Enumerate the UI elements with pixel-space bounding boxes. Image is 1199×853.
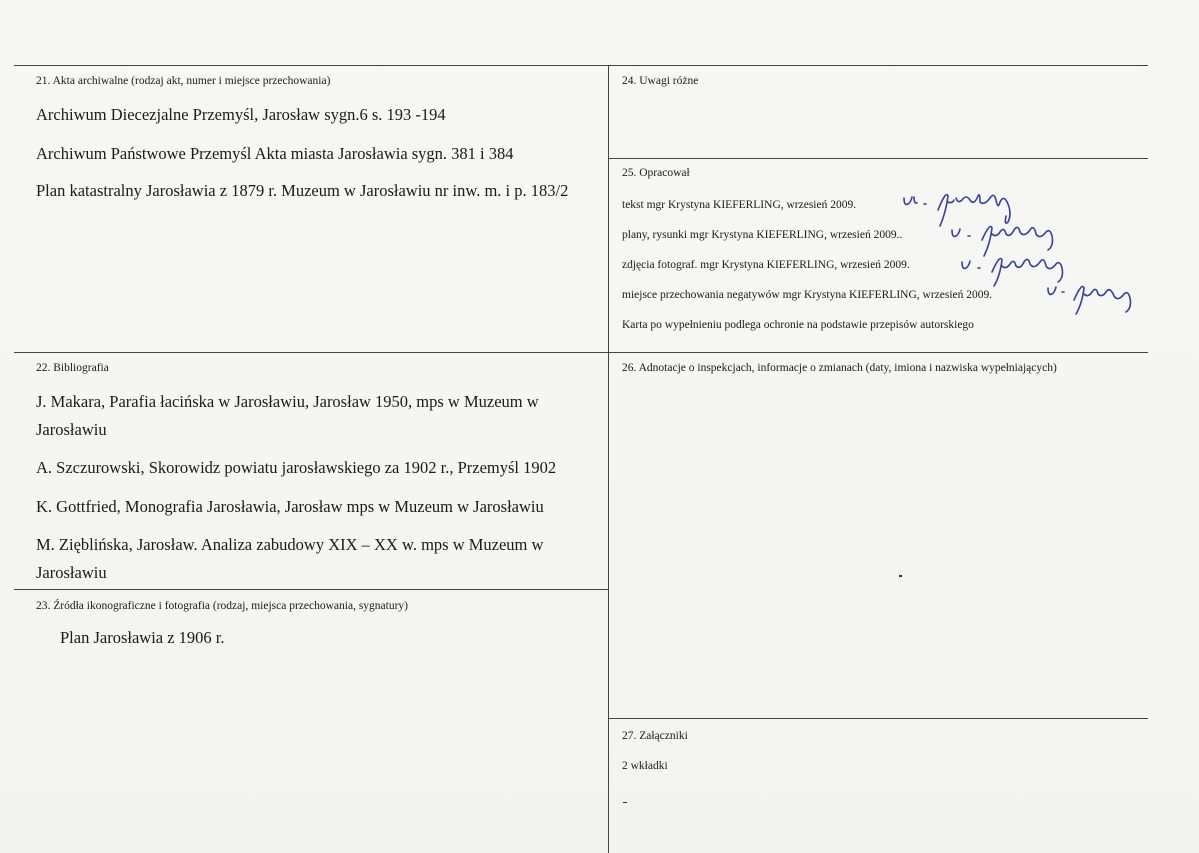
author-line: plany, rysunki mgr Krystyna KIEFERLING, wrzesień 2009.. [622,229,903,241]
divider-26-27 [608,718,1148,719]
author-line: zdjęcia fotograf. mgr Krystyna KIEFERLING, wrzesień 2009. [622,259,910,271]
copyright-note: Karta po wypełnieniu podlega ochronie na podstawie przepisów autorskiego [622,319,974,331]
divider-21-22 [14,352,1148,353]
archive-entry: Archiwum Diecezjalne Przemyśl, Jarosław sygn.6 s. 193 -194 [36,105,446,124]
archive-entry: Archiwum Państwowe Przemyśl Akta miasta Jarosławia sygn. 381 i 384 [36,144,514,163]
section-26-label: 26. Adnotacje o inspekcjach, informacje o zmianach (daty, imiona i nazwiska wypełniających) [622,362,1057,374]
ink-dot [899,575,902,577]
section-23-label: 23. Źródła ikonograficzne i fotografia (rodzaj, miejsca przechowania, sygnatury) [36,600,408,612]
section-24-label: 24. Uwagi różne [622,75,699,87]
attachments-value: 2 wkładki [622,760,668,772]
divider-24-25 [608,158,1148,159]
section-27-label: 27. Załączniki [622,730,688,742]
section-25-label: 25. Opracował [622,167,690,179]
iconographic-entry: Plan Jarosławia z 1906 r. [60,628,225,647]
top-border [14,65,1148,66]
section-22-label: 22. Bibliografia [36,362,109,374]
author-line: miejsce przechowania negatywów mgr Krystyna KIEFERLING, wrzesień 2009. [622,289,993,301]
author-line: tekst mgr Krystyna KIEFERLING, wrzesień 2009. [622,199,857,211]
signature-4 [1044,280,1154,320]
bibliography-entry: M. Zięblińska, Jarosław. Analiza zabudowy XIX – XX w. mps w Muzeum w Jarosławiu [36,535,544,582]
archive-entry: Plan katastralny Jarosławia z 1879 r. Muzeum w Jarosławiu nr inw. m. i p. 183/2 [36,181,569,200]
divider-22-23 [14,589,608,590]
bibliography-entry: A. Szczurowski, Skorowidz powiatu jarosławskiego za 1902 r., Przemyśl 1902 [36,458,557,477]
center-divider [608,65,609,853]
bibliography-entry: J. Makara, Parafia łacińska w Jarosławiu, Jarosław 1950, mps w Muzeum w Jarosławiu [36,392,539,439]
bibliography-entry: K. Gottfried, Monografia Jarosławia, Jarosław mps w Muzeum w Jarosławiu [36,497,544,516]
ink-dot [623,802,627,803]
section-21-label: 21. Akta archiwalne (rodzaj akt, numer i miejsce przechowania) [36,75,331,87]
